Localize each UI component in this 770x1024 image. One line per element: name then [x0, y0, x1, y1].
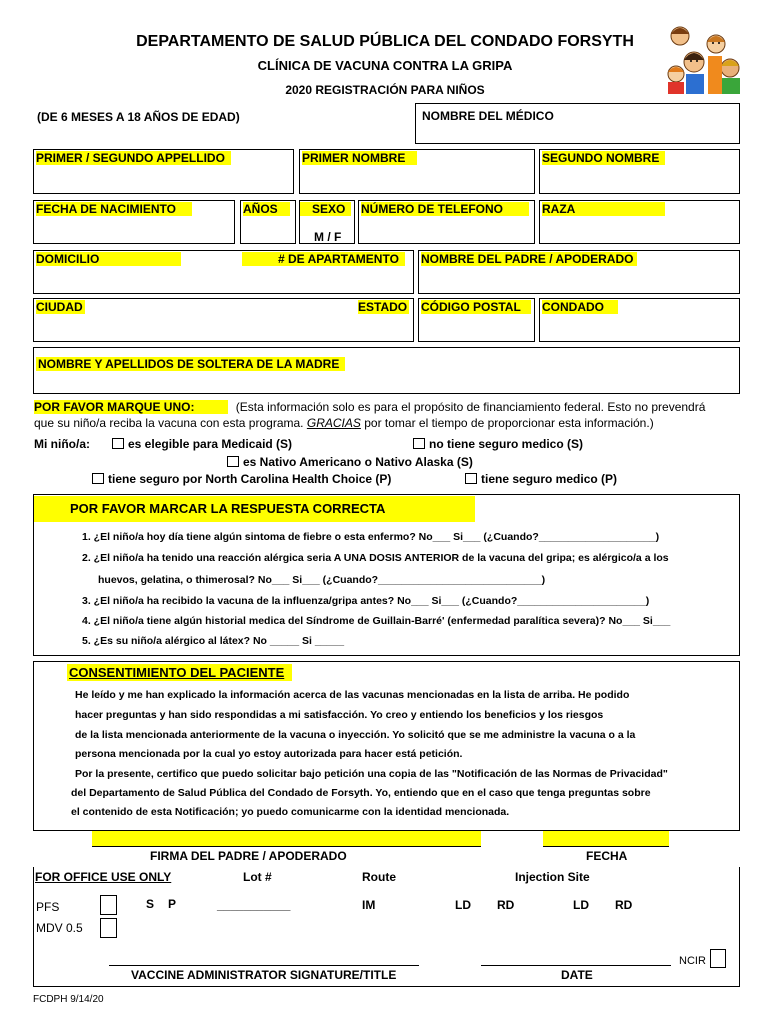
phone-label: NÚMERO DE TELEFONO — [361, 202, 529, 216]
second-name-label: SEGUNDO NOMBRE — [542, 151, 665, 165]
second-name-field[interactable] — [539, 149, 740, 194]
question-1: 1. ¿El niño/a hoy día tiene algún sintoma de fiebre o esta enfermo? No___ Si___ (¿Cuando?____________________) — [82, 531, 660, 543]
page-subtitle: CLÍNICA DE VACUNA CONTRA LA GRIPA — [257, 58, 513, 73]
surnames-field[interactable] — [33, 149, 294, 194]
site-ld-option-1[interactable]: LD — [455, 898, 471, 912]
site-rd-option-1[interactable]: RD — [497, 898, 515, 912]
birth-date-label: FECHA DE NACIMIENTO — [36, 202, 192, 216]
questions-heading: POR FAVOR MARCAR LA RESPUESTA CORRECTA — [34, 496, 475, 522]
option-no-insurance[interactable]: no tiene seguro medico (S) — [413, 437, 583, 451]
lot-number-field[interactable]: ___________ — [217, 898, 291, 912]
county-label: CONDADO — [542, 300, 618, 314]
eligibility-line-2: que su niño/a reciba la vacuna con esta programa. GRACIAS por tomar el tiempo de proporcionar esta información.) — [34, 416, 654, 430]
eligibility-lead: Mi niño/a: — [34, 437, 90, 451]
admin-date-label: DATE — [561, 968, 593, 982]
admin-signature-line[interactable] — [109, 965, 419, 966]
route-label: Route — [362, 870, 396, 884]
medicaid-checkbox[interactable] — [112, 438, 124, 449]
option-medicaid[interactable]: es elegible para Medicaid (S) — [112, 437, 292, 451]
consent-section — [33, 661, 740, 831]
registration-title: 2020 REGISTRACIÓN PARA NIÑOS — [285, 83, 485, 97]
eligibility-heading: POR FAVOR MARQUE UNO: — [34, 400, 228, 414]
guardian-name-label: NOMBRE DEL PADRE / APODERADO — [421, 252, 637, 266]
sex-field[interactable] — [299, 200, 355, 244]
pfs-checkbox[interactable] — [100, 895, 117, 915]
years-label: AÑOS — [243, 202, 290, 216]
apartment-label: # DE APARTAMENTO — [242, 252, 405, 266]
consent-line-6: del Departamento de Salud Pública del Condado de Forsyth. Yo, entiendo que en el caso que tenga preguntas sobre — [71, 787, 651, 799]
race-label: RAZA — [542, 202, 665, 216]
consent-line-3: de la lista mencionada anteriormente de la vacuna o inyección. Yo solicitó que se me administre la vacuna o a la — [75, 729, 636, 741]
native-american-checkbox[interactable] — [227, 456, 239, 467]
questions-section — [33, 494, 740, 656]
page-title: DEPARTAMENTO DE SALUD PÚBLICA DEL CONDADO FORSYTH — [136, 33, 634, 50]
age-range: (DE 6 MESES A 18 AÑOS DE EDAD) — [37, 110, 240, 124]
consent-line-4: persona mencionada por la cual yo estoy autorizada para hacer está petición. — [75, 748, 463, 760]
nc-health-choice-checkbox[interactable] — [92, 473, 104, 484]
eligibility-note-1: (Esta información solo es para el propósito de financiamiento federal. Esto no prevendrá — [235, 400, 706, 414]
lot-label: Lot # — [243, 870, 272, 884]
guardian-signature-label: FIRMA DEL PADRE / APODERADO — [150, 849, 347, 863]
signature-date-label: FECHA — [586, 849, 628, 863]
consent-line-7: el contenido de esta Notificación; yo puedo comunicarme con la identidad mencionada. — [71, 806, 510, 818]
question-4: 4. ¿El niño/a tiene algún historial medica del Síndrome de Guillain-Barré' (enfermedad paralítica severa)? No___ Si___ — [82, 615, 671, 627]
mother-maiden-name-field[interactable] — [33, 347, 740, 394]
option-native-american[interactable]: es Nativo Americano o Nativo Alaska (S) — [227, 455, 473, 469]
guardian-name-field[interactable] — [418, 250, 740, 294]
address-label: DOMICILIO — [36, 252, 181, 266]
consent-heading: CONSENTIMIENTO DEL PACIENTE — [67, 664, 292, 681]
option-nc-health-choice[interactable]: tiene seguro por North Carolina Health Choice (P) — [92, 472, 391, 486]
mother-maiden-name-label: NOMBRE Y APELLIDOS DE SOLTERA DE LA MADRE — [36, 357, 345, 371]
admin-date-line[interactable] — [481, 965, 671, 966]
zip-label: CÓDIGO POSTAL — [421, 300, 531, 314]
city-field[interactable] — [33, 298, 414, 342]
years-field[interactable] — [240, 200, 296, 244]
race-field[interactable] — [539, 200, 740, 244]
surnames-label: PRIMER / SEGUNDO APPELLIDO — [36, 151, 231, 165]
no-insurance-checkbox[interactable] — [413, 438, 425, 449]
office-use-section — [33, 867, 740, 987]
consent-line-2: hacer preguntas y han sido respondidas a mi satisfacción. Yo creo y entiendo los beneficios y los riesgos — [75, 709, 604, 721]
first-name-field[interactable] — [299, 149, 535, 194]
injection-site-label: Injection Site — [515, 870, 590, 884]
mdv-checkbox[interactable] — [100, 918, 117, 938]
address-field[interactable] — [33, 250, 414, 294]
doctor-name-field[interactable] — [415, 103, 740, 144]
syringe-s-option[interactable]: S — [146, 897, 155, 911]
site-ld-option-2[interactable]: LD — [573, 898, 589, 912]
office-use-heading: FOR OFFICE USE ONLY — [35, 870, 172, 884]
route-im-option[interactable]: IM — [362, 898, 376, 912]
phone-field[interactable] — [358, 200, 535, 244]
pfs-label: PFS — [36, 900, 60, 914]
zip-field[interactable] — [418, 298, 535, 342]
state-label: ESTADO — [358, 300, 408, 314]
form-code: FCDPH 9/14/20 — [33, 994, 104, 1005]
eligibility-line-1 — [34, 400, 705, 414]
mdv-label: MDV 0.5 — [36, 921, 83, 935]
admin-signature-label: VACCINE ADMINISTRATOR SIGNATURE/TITLE — [131, 968, 397, 982]
doctor-name-label: NOMBRE DEL MÉDICO — [422, 109, 554, 123]
ncir-checkbox[interactable] — [710, 949, 726, 968]
sex-options: M / F — [314, 230, 342, 244]
children-illustration — [664, 22, 746, 96]
question-2-cont: huevos, gelatina, o thimerosal? No___ Si___ (¿Cuando?____________________________) — [98, 574, 546, 586]
guardian-signature-field[interactable] — [92, 831, 481, 847]
site-rd-option-2[interactable]: RD — [615, 898, 633, 912]
consent-line-1: He leído y me han explicado la información acerca de las vacunas mencionadas en la lista de arriba. He podido — [75, 689, 630, 701]
syringe-p-option[interactable]: P — [168, 897, 177, 911]
consent-line-5: Por la presente, certifico que puedo solicitar bajo petición una copia de las "Notificación de las Normas de Privacidad" — [75, 768, 668, 780]
city-label: CIUDAD — [36, 300, 83, 314]
county-field[interactable] — [539, 298, 740, 342]
ncir-label: NCIR — [679, 955, 706, 967]
question-5: 5. ¿Es su niño/a alérgico al látex? No _____ Si _____ — [82, 635, 345, 647]
sex-label: SEXO — [300, 202, 351, 216]
thanks-text: GRACIAS — [306, 416, 361, 430]
question-2: 2. ¿El niño/a ha tenido una reacción alérgica seria A UNA DOSIS ANTERIOR de la vacuna del gripa; es alérgico/a a los — [82, 552, 669, 564]
insured-checkbox[interactable] — [465, 473, 477, 484]
first-name-label: PRIMER NOMBRE — [302, 151, 417, 165]
birth-date-field[interactable] — [33, 200, 235, 244]
option-insured[interactable]: tiene seguro medico (P) — [465, 472, 617, 486]
signature-date-field[interactable] — [543, 831, 669, 847]
question-3: 3. ¿El niño/a ha recibido la vacuna de la influenza/gripa antes? No___ Si___ (¿Cuando?______________________) — [82, 595, 650, 607]
